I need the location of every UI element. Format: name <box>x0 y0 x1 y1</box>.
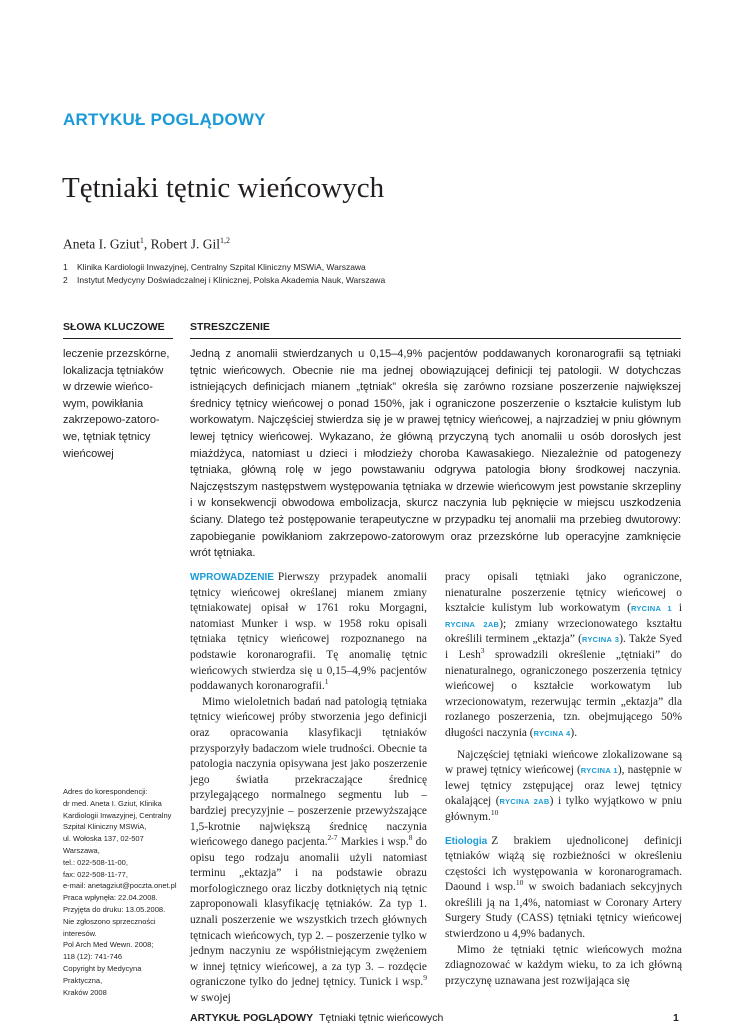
author-2-affil: 1,2 <box>219 236 230 245</box>
article-title: Tętniaki tętnic wieńcowych <box>62 172 385 204</box>
etiology-paragraph: Etiologia Z brakiem ujednoliconej definicji tętniaków wiążą się rozbieżności w określeniu częstości ich występowania w koronarogramach. Daound i wsp.$^{10}$ w swoich badaniach sekcyjnych określili ją na 1,4%, natomiast w Coronary Artery Surgery Study (CASS) tętniaki tętnicy wieńcowej stwierdzono u 4,9% badanych. <box>445 834 683 941</box>
affiliation-1: 1 Klinika Kardiologii Inwazyjnej, Centralny Szpital Kliniczny MSWiA, Warszawa <box>63 262 366 272</box>
abstract-divider <box>190 338 681 339</box>
figure-ref-link[interactable]: RYCINA 3 <box>581 635 620 645</box>
body-paragraph: Najczęściej tętniaki wieńcowe zlokalizowane są w prawej tętnicy wieńcowej (RYCINA 1), następnie w lewej tętnicy zstępującej oraz lewej tętnicy okalającej (RYCINA 2AB) i tylko wyjątkowo w pniu głównym.$^{10}$ <box>445 748 682 823</box>
page-footer <box>190 1012 443 1024</box>
author-2: , Robert J. Gil <box>143 236 220 252</box>
abstract-heading: STRESZCZENIE <box>190 321 270 333</box>
keywords-divider <box>63 338 173 339</box>
figure-ref-link[interactable]: RYCINA 1 <box>630 604 672 614</box>
footer-title: Tętniaki tętnic wieńcowych <box>319 1012 444 1024</box>
intro-paragraph: WPROWADZENIE Pierwszy przypadek anomalii tętnicy wieńcowej określanej mianem zmiany tętniakowatej opisał w 1761 roku Morgagni, natomiast Munker i wsp. w 1958 roku opisali tętniaka tętnicy wieńcowej rozpoznanego na podstawie koronarografii. Tę anomalię tętnic wieńcowych stwierdza się u 0,15–4,9% pacjentów poddawanych koronarografii.$^1$ <box>190 571 427 693</box>
keywords-list: leczenie przezskórne, lokalizacja tętniaków w drzewie wieńco- wym, powikłania zakrzepowo-zatoro- we, tętniak tętnicy wieńcowej <box>63 348 170 460</box>
article-category: ARTYKUŁ POGLĄDOWY <box>63 110 266 129</box>
body-paragraph: Mimo wieloletnich badań nad patologią tętniaka tętnicy wieńcowej próby stworzenia jego definicji oraz opracowania klasyfikacji tętniaków przysporzyły badaczom wiele trudności. Obecnie ta patologia naczynia opisywana jest jako poszerzenie jego światła przekraczające średnicę przylegającego normalnego segmentu lub – bardziej precyzyjnie – poszerzenie przewyższające 1,5-krotnie największą średnicę naczynia wieńcowego danego pacjenta.$^{2-7}$ Markies i wsp.$^8$ do opisu tego rodzaju anomalii użyli natomiast terminu „ektazja” i na podstawie obrazu morfologicznego oraz liczby dotkniętych nią tętnic zaproponowali klasyfikację tętniaków. Za typ 1. uznali poszerzenie we wszystkich trzech głównych tętnicach wieńcowych, typ 2. – poszerzenie tylko w jednym naczyniu ze współistniejącym zwężeniem w innej tętnicy wieńcowej, a za typ 3. – rozdęcie ograniczone tylko do jednej tętnicy. Tunick i wsp.$^9$ w swojej <box>190 695 427 1005</box>
page-number: 1 <box>673 1012 679 1024</box>
keywords-heading: SŁOWA KLUCZOWE <box>63 321 165 333</box>
figure-ref-link[interactable]: RYCINA 2AB <box>499 797 550 807</box>
figure-ref-link[interactable]: RYCINA 1 <box>580 766 618 776</box>
correspondence-email[interactable]: e-mail: anetagziut@poczta.onet.pl <box>63 881 177 891</box>
body-paragraph: Mimo że tętniaki tętnic wieńcowych można zdiagnozować w każdym wieku, to za ich główną przyczynę uznawana jest rozwijająca się <box>445 943 682 987</box>
footer-category: ARTYKUŁ POGLĄDOWY <box>190 1012 314 1024</box>
correspondence-box: Adres do korespondencji: dr med. Aneta I. Gziut, Klinika Kardiologii Inwazyjnej, Centralny Szpital Kliniczny MSWiA, ul. Wołoska 137, 02-507 Warszawa, tel.: 022-508-11-00, fax: 022-508-11-77, e-mail: anetagziut@poczta.onet.pl Praca wpłynęła: 22.04.2008. Przyjęta do druku: 13.05.2008. Nie zgłoszono sprzeczności interesów. Pol Arch Med Wewn. 2008; 118 (12): 741-746 Copyright by Medycyna Praktyczna, Kraków 2008 <box>63 786 181 998</box>
author-1-affil: 1 <box>139 236 144 245</box>
affiliation-2: 2 Instytut Medycyny Doświadczalnej i Klinicznej, Polska Akademia Nauk, Warszawa <box>63 275 386 285</box>
authors <box>63 236 230 253</box>
author-1: Aneta I. Gziut <box>63 236 140 252</box>
figure-ref-link[interactable]: RYCINA 2AB <box>445 619 500 629</box>
figure-ref-link[interactable]: RYCINA 4 <box>533 728 571 738</box>
abstract-text: Jedną z anomalii stwierdzanych u 0,15–4,9% pacjentów poddawanych koronarografii są tętniaki tętnic wieńcowych. Obecnie nie ma jednej obowiązującej definicji tej patologii. W dotychczas istniejących definicjach mianem „tętniak” określa się zarówno rozsiane poszerzenie największej średnicy tętnicy wieńcowej o ponad 150%, jak i ograniczone poszerzenie o kształcie kulistym lub workowatym. Najczęściej stwierdza się je w prawej tętnicy wieńcowej, a najrzadziej w pniu głównym lewej tętnicy wieńcowej. Wykazano, że główną przyczyną tych anomalii u osób dorosłych jest miażdżyca, natomiast u dzieci i młodzieży choroba Kawasakiego. Niezależnie od patogenezy tętniaka, główną rolę w jego powstawaniu odgrywa patologia błony środkowej naczynia. Najczęstszym następstwem występowania tętniaka w drzewie wieńcowym jest powstanie skrzepliny i w konsekwencji obwodowa embolizacja, skurcz naczynia lub pęknięcie w miejscu uszkodzenia ściany. Dlatego też postępowanie terapeutyczne w przypadku tej anomalii ma przebieg dwutorowy: zapobieganie powikłaniom zakrzepowo-zatorowym oraz przezskórne lub operacyjne zamknięcie wrót tętniaka. <box>190 348 681 560</box>
section-label-introduction: WPROWADZENIE <box>190 572 274 583</box>
body-column-2 <box>445 570 682 989</box>
body-column-1 <box>190 570 427 1007</box>
body-paragraph: pracy opisali tętniaki jako ograniczone, nienaturalne poszerzenie tętnicy wieńcowej o kształcie kulistym lub workowatym (RYCINA 1 i RYCINA 2AB); zmiany wrzecionowatego kształtu określili terminem „ektazja” (RYCINA 3). Także Syed i Lesh$^3$ sprowadzili określenie „tętniaki” do nienaturalnego, ograniczonego poszerzenia tętnicy wieńcowej o kształcie workowatym lub wrzecionowatym, rezerwując termin „ektazja” dla rozlanego poszerzenia, tzn. obejmującego 50% długości naczynia (RYCINA 4). <box>445 571 682 739</box>
section-label-etiology: Etiologia <box>445 835 488 847</box>
